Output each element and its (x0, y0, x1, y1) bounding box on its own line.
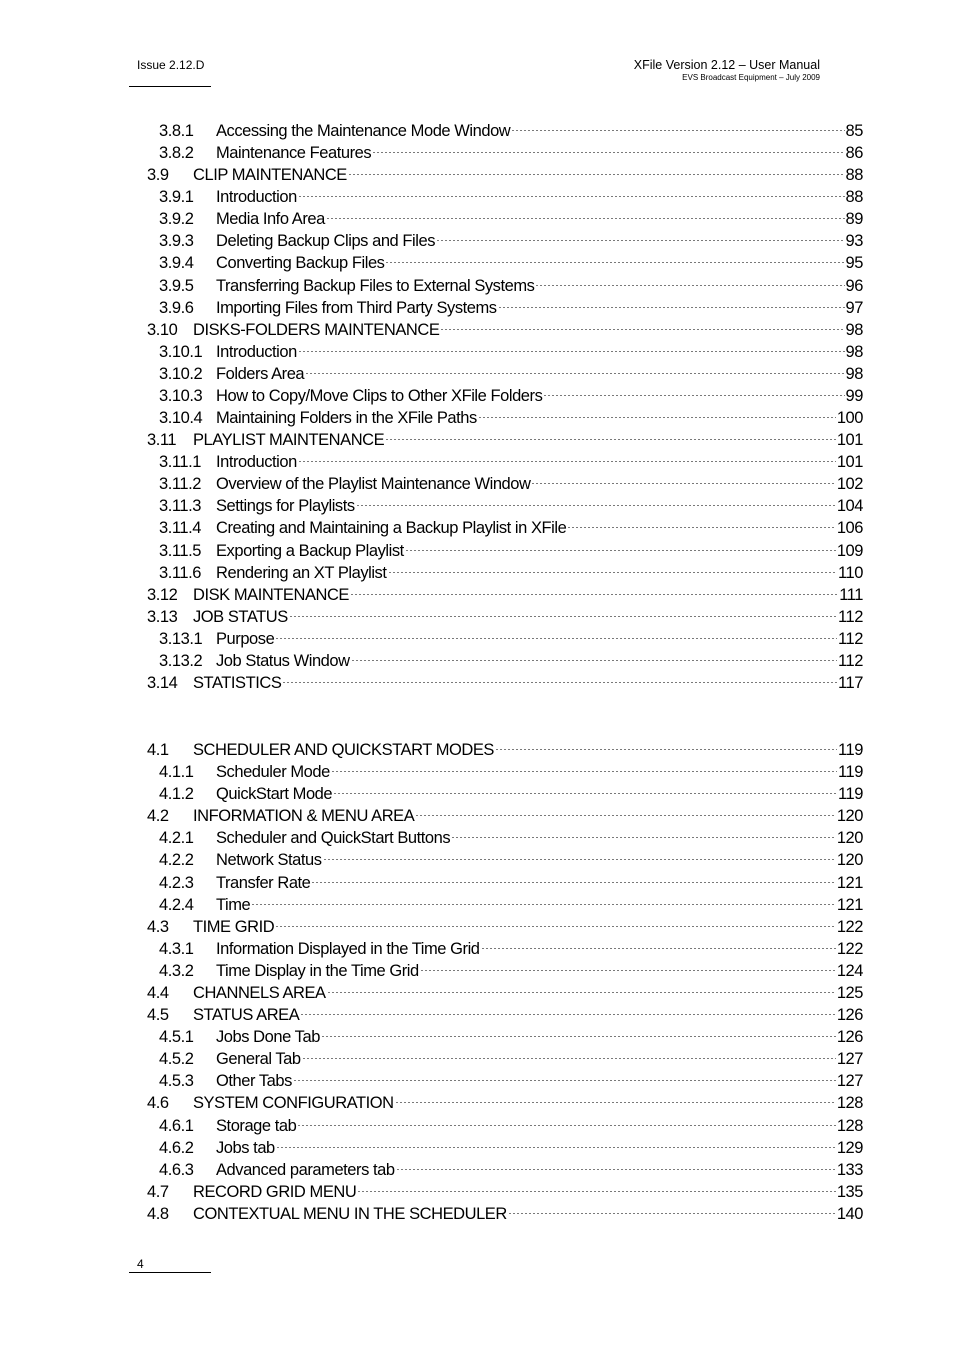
toc-entry-number: 3.8.2 (159, 144, 194, 163)
toc-entry-number: 4.1.2 (159, 785, 194, 804)
toc-entry-page: 119 (838, 763, 863, 782)
toc-subsection-entry[interactable] (159, 136, 863, 163)
toc-entry-page: 112 (838, 651, 863, 670)
toc-entry-page: 99 (845, 386, 863, 405)
toc-entry-page: 119 (838, 785, 863, 804)
toc-entry-title: Overview of the Playlist Maintenance Window (216, 475, 531, 494)
toc-entry-title: Time (216, 895, 251, 914)
toc-entry-title: Media Info Area (216, 210, 325, 229)
toc-subsection-entry[interactable] (159, 246, 863, 273)
toc-entry-number: 3.8.1 (159, 122, 194, 140)
toc-entry-title: Information Displayed in the Time Grid (216, 939, 480, 958)
toc-section-entry[interactable] (147, 1197, 863, 1223)
toc-dot-leader (357, 1175, 836, 1197)
toc-dot-leader (396, 1153, 836, 1175)
toc-entry-page: 120 (836, 829, 863, 848)
toc-dot-leader (305, 357, 844, 379)
toc-subsection-entry[interactable] (159, 777, 863, 804)
toc-subsection-entry[interactable] (159, 445, 863, 472)
toc-dot-leader (297, 1109, 835, 1131)
toc-entry-number: 3.10.3 (159, 386, 203, 405)
toc-entry-page: 97 (845, 298, 863, 317)
toc-subsection-entry[interactable] (159, 335, 863, 361)
toc-entry-page: 101 (836, 431, 863, 450)
toc-entry-page: 129 (836, 1138, 863, 1157)
toc-dot-leader (478, 401, 836, 423)
toc-section-entry[interactable] (147, 158, 863, 185)
toc-entry-number: 3.13 (147, 607, 178, 626)
toc-entry-page: 100 (836, 409, 863, 428)
toc-entry-number: 4.5.3 (159, 1072, 194, 1091)
toc-entry-page: 122 (836, 917, 863, 936)
toc-subsection-entry[interactable] (159, 401, 863, 428)
toc-dot-leader (372, 136, 844, 158)
toc-entry-title: SYSTEM CONFIGURATION (193, 1094, 394, 1113)
toc-entry-title: Transfer Rate (216, 873, 311, 892)
header-publisher: EVS Broadcast Equipment – July 2009 (682, 73, 820, 82)
toc-subsection-entry[interactable] (159, 888, 863, 914)
toc-entry-title: Jobs Done Tab (216, 1028, 320, 1047)
toc-section-entry[interactable] (147, 976, 863, 1002)
toc-entry-title: PLAYLIST MAINTENANCE (193, 431, 385, 450)
toc-entry-number: 4.1 (147, 741, 169, 759)
toc-entry-title: CLIP MAINTENANCE (193, 166, 347, 185)
toc-entry-number: 4.8 (147, 1204, 169, 1223)
toc-entry-title: STATISTICS (193, 674, 282, 692)
toc-entry-page: 126 (836, 1006, 863, 1025)
toc-section-entry[interactable] (147, 733, 863, 759)
toc-subsection-entry[interactable] (159, 866, 863, 892)
toc-entry-title: Other Tabs (216, 1072, 292, 1091)
toc-entry-page: 85 (845, 122, 863, 140)
toc-entry-number: 3.9.6 (159, 298, 194, 317)
toc-entry-page: 122 (836, 939, 863, 958)
toc-dot-leader (300, 998, 836, 1020)
toc-entry-page: 93 (845, 232, 863, 251)
toc-entry-title: Introduction (216, 342, 297, 361)
toc-section-entry[interactable] (147, 998, 863, 1025)
toc-entry-number: 4.7 (147, 1182, 169, 1201)
toc-entry-number: 3.11.6 (159, 563, 201, 582)
toc-entry-page: 109 (836, 541, 863, 560)
toc-dot-leader (298, 180, 845, 202)
toc-entry-number: 4.6.3 (159, 1160, 194, 1179)
toc-subsection-entry[interactable] (159, 467, 863, 494)
toc-entry-number: 4.5 (147, 1006, 169, 1025)
toc-entry-page: 126 (836, 1028, 863, 1047)
toc-entry-number: 3.11.4 (159, 519, 201, 538)
toc-subsection-entry[interactable] (159, 357, 863, 383)
toc-section-entry[interactable] (147, 578, 863, 604)
toc-entry-title: Scheduler Mode (216, 763, 330, 782)
toc-entry-number: 3.9.4 (159, 254, 194, 273)
header-title-block (634, 57, 820, 83)
toc-dot-leader (498, 291, 845, 313)
toc-entry-page: 120 (836, 851, 863, 870)
toc-section-entry[interactable] (147, 423, 863, 450)
toc-dot-leader (348, 158, 845, 180)
toc-entry-page: 125 (836, 983, 863, 1002)
toc-dot-leader (276, 1131, 836, 1153)
toc-dot-leader (323, 843, 836, 865)
toc-entry-page: 88 (845, 188, 863, 207)
toc-dot-leader (321, 1020, 836, 1042)
toc-subsection-entry[interactable] (159, 1020, 863, 1047)
toc-subsection-entry[interactable] (159, 180, 863, 207)
toc-dot-leader (495, 733, 837, 755)
toc-entry-title: Network Status (216, 851, 322, 870)
toc-entry-title: JOB STATUS (193, 607, 288, 626)
toc-dot-leader (567, 511, 835, 533)
toc-entry-page: 98 (845, 364, 863, 383)
toc-entry-page: 102 (836, 475, 863, 494)
toc-entry-page: 111 (839, 585, 863, 604)
toc-entry-title: Settings for Playlists (216, 497, 355, 516)
toc-entry-page: 140 (836, 1204, 863, 1223)
toc-section-entry[interactable] (147, 799, 863, 826)
toc-subsection-entry[interactable] (159, 202, 863, 229)
toc-dot-leader (251, 888, 836, 910)
toc-entry-number: 3.9 (147, 166, 169, 185)
toc-entry-number: 4.5.1 (159, 1028, 194, 1047)
toc-dot-leader (415, 799, 836, 821)
toc-entry-number: 3.14 (147, 674, 178, 692)
toc-subsection-entry[interactable] (159, 511, 863, 538)
toc-entry-page: 135 (836, 1182, 863, 1201)
toc-dot-leader (508, 1197, 836, 1219)
toc-entry-title: Rendering an XT Playlist (216, 563, 387, 582)
toc-entry-number: 4.3 (147, 917, 169, 936)
toc-entry-page: 112 (838, 629, 863, 648)
toc-entry-number: 3.13.1 (159, 629, 203, 648)
toc-subsection-entry[interactable] (159, 821, 863, 848)
toc-dot-leader (331, 755, 837, 777)
toc-entry-page: 98 (845, 320, 863, 339)
toc-entry-number: 3.10.4 (159, 409, 203, 428)
toc-dot-leader (395, 1086, 836, 1108)
toc-entry-page: 101 (836, 453, 863, 472)
toc-dot-leader (302, 1042, 836, 1064)
toc-subsection-entry[interactable] (159, 556, 863, 582)
toc-entry-page: 96 (845, 276, 863, 295)
toc-dot-leader (385, 423, 836, 445)
toc-entry-number: 3.9.2 (159, 210, 194, 229)
toc-subsection-entry[interactable] (159, 269, 863, 295)
toc-entry-page: 86 (845, 144, 863, 163)
footer-rule (129, 1272, 211, 1273)
toc-entry-page: 119 (838, 741, 863, 759)
toc-entry-page: 121 (836, 873, 863, 892)
toc-dot-leader (420, 954, 836, 976)
toc-entry-number: 3.12 (147, 585, 178, 604)
toc-dot-leader (511, 114, 844, 136)
toc-entry-number: 4.2.3 (159, 873, 194, 892)
toc-dot-leader (481, 932, 836, 954)
toc-entry-number: 4.2.1 (159, 829, 194, 848)
toc-dot-leader (351, 644, 837, 666)
toc-subsection-entry[interactable] (159, 291, 863, 317)
toc-entry-number: 3.10.2 (159, 364, 203, 383)
toc-entry-title: Creating and Maintaining a Backup Playlist in XFile (216, 519, 567, 538)
toc-entry-number: 3.9.1 (159, 188, 194, 207)
toc-dot-leader (543, 379, 844, 401)
toc-entry-title: General Tab (216, 1050, 301, 1069)
toc-entry-number: 4.6.2 (159, 1138, 194, 1157)
toc-entry-number: 4.3.2 (159, 961, 194, 980)
toc-entry-number: 4.5.2 (159, 1050, 194, 1069)
toc-dot-leader (289, 600, 837, 622)
toc-dot-leader (388, 556, 838, 578)
toc-dot-leader (293, 1064, 836, 1086)
toc-subsection-entry[interactable] (159, 1064, 863, 1091)
toc-entry-title: How to Copy/Move Clips to Other XFile Folders (216, 386, 543, 405)
toc-entry-number: 3.11 (147, 431, 177, 450)
toc-entry-page: 120 (836, 807, 863, 826)
toc-entry-number: 4.2 (147, 807, 169, 826)
toc-entry-number: 3.10 (147, 320, 178, 339)
toc-entry-number: 4.6.1 (159, 1116, 194, 1135)
toc-dot-leader (311, 866, 835, 888)
toc-entry-title: Exporting a Backup Playlist (216, 541, 404, 560)
toc-dot-leader (298, 445, 836, 467)
header-manual-title: XFile Version 2.12 – User Manual (633, 58, 820, 72)
toc-entry-page: 124 (836, 961, 863, 980)
toc-entry-title: Transferring Backup Files to External Systems (216, 276, 535, 295)
toc-entry-title: Job Status Window (216, 651, 350, 670)
toc-entry-number: 4.3.1 (159, 939, 194, 958)
toc-subsection-entry[interactable] (159, 114, 863, 140)
toc-entry-number: 3.10.1 (159, 342, 203, 361)
toc-subsection-entry[interactable] (159, 932, 863, 958)
toc-entry-page: 127 (836, 1050, 863, 1069)
toc-entry-title: Deleting Backup Clips and Files (216, 232, 435, 251)
toc-entry-title: Storage tab (216, 1116, 297, 1135)
toc-entry-title: Advanced parameters tab (216, 1160, 395, 1179)
toc-subsection-entry[interactable] (159, 843, 863, 870)
toc-section-entry[interactable] (147, 1086, 863, 1113)
toc-entry-page: 127 (836, 1072, 863, 1091)
toc-entry-title: Maintaining Folders in the XFile Paths (216, 409, 477, 428)
toc-entry-number: 3.9.5 (159, 276, 194, 295)
toc-section-entry[interactable] (147, 600, 863, 626)
toc-section-entry[interactable] (147, 1175, 863, 1201)
toc-subsection-entry[interactable] (159, 644, 863, 670)
toc-entry-title: CHANNELS AREA (193, 983, 326, 1002)
toc-entry-number: 4.6 (147, 1094, 169, 1113)
toc-entry-title: Scheduler and QuickStart Buttons (216, 829, 451, 848)
toc-entry-number: 4.1.1 (159, 763, 194, 782)
toc-dot-leader (298, 335, 845, 357)
toc-dot-leader (327, 976, 836, 998)
toc-subsection-entry[interactable] (159, 534, 863, 560)
toc-entry-page: 104 (836, 497, 863, 516)
toc-entry-number: 3.11.2 (159, 475, 201, 494)
toc-entry-title: DISK MAINTENANCE (193, 585, 349, 604)
toc-entry-title: Jobs tab (216, 1138, 275, 1157)
toc-subsection-entry[interactable] (159, 1153, 863, 1179)
toc-entry-title: Maintenance Features (216, 144, 372, 163)
toc-entry-title: Accessing the Maintenance Mode Window (216, 122, 511, 140)
toc-entry-title: DISKS-FOLDERS MAINTENANCE (193, 320, 440, 339)
toc-subsection-entry[interactable] (159, 1131, 863, 1157)
toc-entry-number: 4.2.4 (159, 895, 194, 914)
toc-subsection-entry[interactable] (159, 755, 863, 782)
page-number: 4 (137, 1257, 144, 1271)
toc-entry-page: 128 (836, 1094, 863, 1113)
toc-entry-title: Introduction (216, 188, 297, 207)
toc-entry-title: TIME GRID (193, 917, 275, 936)
toc-entry-number: 3.13.2 (159, 651, 203, 670)
toc-entry-page: 88 (845, 166, 863, 185)
toc-dot-leader (451, 821, 836, 843)
toc-dot-leader (275, 910, 836, 932)
toc-entry-page: 98 (845, 342, 863, 361)
toc-subsection-entry[interactable] (159, 224, 863, 251)
toc-entry-title: Folders Area (216, 364, 305, 383)
toc-entry-page: 121 (836, 895, 863, 914)
toc-entry-title: RECORD GRID MENU (193, 1182, 357, 1201)
toc-entry-page: 112 (838, 607, 863, 626)
toc-dot-leader (282, 666, 837, 688)
toc-entry-title: Time Display in the Time Grid (216, 961, 419, 980)
toc-entry-title: Importing Files from Third Party Systems (216, 298, 497, 317)
header-issue: Issue 2.12.D (137, 58, 205, 72)
toc-dot-leader (385, 246, 844, 268)
toc-dot-leader (326, 202, 845, 224)
toc-entry-page: 89 (845, 210, 863, 229)
toc-section-entry[interactable] (147, 313, 863, 339)
toc-subsection-entry[interactable] (159, 489, 863, 516)
toc-dot-leader (405, 534, 836, 556)
toc-dot-leader (356, 489, 836, 511)
toc-dot-leader (350, 578, 838, 600)
toc-dot-leader (535, 269, 844, 291)
toc-entry-page: 128 (836, 1116, 863, 1135)
toc-dot-leader (333, 777, 837, 799)
toc-dot-leader (440, 313, 844, 335)
toc-entry-page: 117 (838, 674, 863, 692)
toc-dot-leader (531, 467, 835, 489)
toc-entry-title: Introduction (216, 453, 297, 472)
toc-section-entry[interactable] (147, 666, 863, 692)
toc-entry-number: 4.2.2 (159, 851, 194, 870)
toc-entry-number: 3.11.5 (159, 541, 201, 560)
toc-entry-title: Purpose (216, 629, 275, 648)
toc-subsection-entry[interactable] (159, 1109, 863, 1135)
toc-entry-page: 110 (838, 563, 863, 582)
toc-entry-title: QuickStart Mode (216, 785, 333, 804)
toc-entry-page: 106 (836, 519, 863, 538)
toc-subsection-entry[interactable] (159, 622, 863, 648)
toc-entry-title: Converting Backup Files (216, 254, 385, 273)
toc-subsection-entry[interactable] (159, 379, 863, 405)
toc-entry-number: 3.11.1 (159, 453, 201, 472)
toc-entry-number: 3.11.3 (159, 497, 201, 516)
toc-subsection-entry[interactable] (159, 1042, 863, 1069)
toc-entry-number: 4.4 (147, 983, 169, 1002)
toc-entry-number: 3.9.3 (159, 232, 194, 251)
toc-section-entry[interactable] (147, 910, 863, 936)
toc-entry-page: 95 (845, 254, 863, 273)
header-rule (129, 86, 211, 87)
toc-subsection-entry[interactable] (159, 954, 863, 980)
toc-entry-title: SCHEDULER AND QUICKSTART MODES (193, 741, 494, 759)
toc-dot-leader (275, 622, 837, 644)
toc-entry-title: STATUS AREA (193, 1006, 300, 1025)
toc-entry-title: INFORMATION & MENU AREA (193, 807, 415, 826)
toc-entry-page: 133 (836, 1160, 863, 1179)
toc-entry-title: CONTEXTUAL MENU IN THE SCHEDULER (193, 1204, 507, 1223)
toc-dot-leader (436, 224, 845, 246)
